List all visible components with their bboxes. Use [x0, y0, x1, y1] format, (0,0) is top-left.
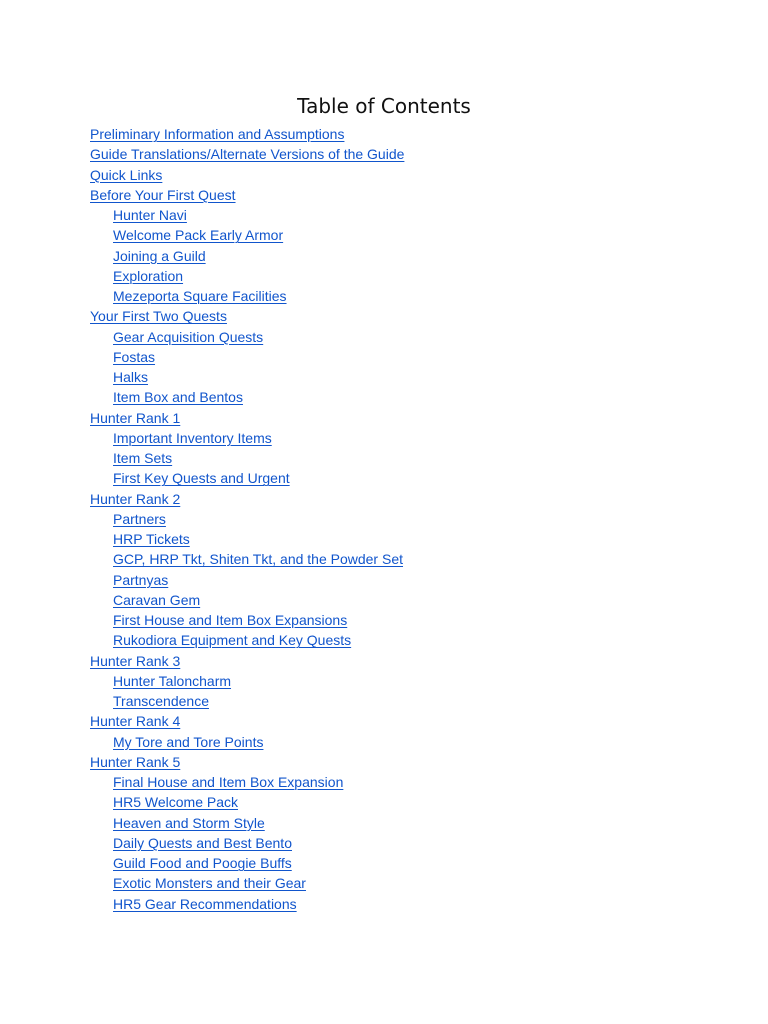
toc-entry — [90, 489, 690, 509]
toc-entry — [90, 428, 690, 448]
toc-subsection-link[interactable]: Important Inventory Items — [113, 429, 272, 446]
toc-section-link[interactable]: Hunter Rank 5 — [90, 753, 181, 770]
toc-entry — [90, 286, 690, 306]
toc-entry — [90, 873, 690, 893]
toc-entry — [90, 448, 690, 468]
toc-entry — [90, 165, 690, 185]
toc-subsection-link[interactable]: Partners — [113, 510, 166, 527]
toc-subsection-link[interactable]: Rukodiora Equipment and Key Quests — [113, 632, 352, 649]
toc-entry — [90, 772, 690, 792]
toc-entry — [90, 691, 690, 711]
toc-entry — [90, 185, 690, 205]
toc-entry — [90, 306, 690, 326]
toc-entry — [90, 894, 690, 914]
toc-entry — [90, 509, 690, 529]
toc-entry — [90, 610, 690, 630]
toc-entry — [90, 266, 690, 286]
toc-subsection-link[interactable]: Exotic Monsters and their Gear — [113, 875, 306, 892]
toc-subsection-link[interactable]: First House and Item Box Expansions — [113, 612, 348, 628]
table-of-contents — [90, 124, 690, 914]
toc-entry — [90, 124, 690, 144]
toc-subsection-link[interactable]: HR5 Gear Recommendations — [113, 895, 297, 912]
toc-entry — [90, 367, 690, 387]
toc-section-link[interactable]: Preliminary Information and Assumptions — [90, 126, 345, 142]
toc-entry — [90, 711, 690, 731]
toc-entry — [90, 732, 690, 752]
toc-entry — [90, 327, 690, 347]
toc-section-link[interactable]: Hunter Rank 1 — [90, 409, 181, 426]
toc-section-link[interactable]: Hunter Rank 2 — [90, 490, 181, 507]
toc-entry — [90, 853, 690, 873]
toc-entry — [90, 590, 690, 610]
toc-section-link[interactable]: Guide Translations/Alternate Versions of the Guide — [90, 146, 405, 163]
toc-subsection-link[interactable]: Guild Food and Poogie Buffs — [113, 855, 292, 871]
toc-subsection-link[interactable]: First Key Quests and Urgent — [113, 470, 290, 487]
toc-entry — [90, 671, 690, 691]
toc-subsection-link[interactable]: GCP, HRP Tkt, Shiten Tkt, and the Powder Set — [113, 551, 404, 568]
toc-entry — [90, 225, 690, 245]
toc-subsection-link[interactable]: Joining a Guild — [113, 247, 206, 264]
toc-entry — [90, 529, 690, 549]
toc-entry — [90, 408, 690, 428]
toc-subsection-link[interactable]: Item Box and Bentos — [113, 389, 243, 406]
toc-subsection-link[interactable]: Gear Acquisition Quests — [113, 328, 264, 345]
toc-entry — [90, 549, 690, 569]
toc-subsection-link[interactable]: Exploration — [113, 267, 184, 284]
toc-subsection-link[interactable]: Halks — [113, 369, 149, 385]
toc-subsection-link[interactable]: Caravan Gem — [113, 591, 201, 608]
toc-entry — [90, 792, 690, 812]
toc-section-link[interactable]: Hunter Rank 4 — [90, 713, 181, 730]
toc-subsection-link[interactable]: HR5 Welcome Pack — [113, 794, 239, 811]
toc-subsection-link[interactable]: Transcendence — [113, 693, 209, 709]
page-title: Table of Contents — [297, 94, 471, 118]
toc-subsection-link[interactable]: My Tore and Tore Points — [113, 733, 264, 750]
toc-entry — [90, 630, 690, 650]
toc-subsection-link[interactable]: Welcome Pack Early Armor — [113, 227, 284, 244]
toc-subsection-link[interactable]: Mezeporta Square Facilities — [113, 288, 287, 304]
toc-subsection-link[interactable]: Heaven and Storm Style — [113, 814, 265, 831]
toc-entry — [90, 833, 690, 853]
toc-entry — [90, 246, 690, 266]
toc-subsection-link[interactable]: Partnyas — [113, 571, 169, 588]
toc-section-link[interactable]: Your First Two Quests — [90, 308, 227, 325]
toc-entry — [90, 205, 690, 225]
toc-entry — [90, 813, 690, 833]
toc-entry — [90, 468, 690, 488]
toc-subsection-link[interactable]: Hunter Taloncharm — [113, 672, 232, 689]
toc-entry — [90, 387, 690, 407]
toc-subsection-link[interactable]: Final House and Item Box Expansion — [113, 774, 344, 790]
toc-entry — [90, 570, 690, 590]
toc-subsection-link[interactable]: Item Sets — [113, 450, 173, 466]
toc-section-link[interactable]: Quick Links — [90, 166, 163, 183]
toc-entry — [90, 347, 690, 367]
toc-subsection-link[interactable]: Daily Quests and Best Bento — [113, 834, 292, 851]
toc-subsection-link[interactable]: HRP Tickets — [113, 531, 190, 547]
toc-entry — [90, 752, 690, 772]
toc-subsection-link[interactable]: Fostas — [113, 348, 156, 365]
toc-entry — [90, 144, 690, 164]
toc-section-link[interactable]: Before Your First Quest — [90, 186, 236, 203]
toc-section-link[interactable]: Hunter Rank 3 — [90, 652, 181, 669]
toc-subsection-link[interactable]: Hunter Navi — [113, 207, 187, 223]
toc-entry — [90, 651, 690, 671]
